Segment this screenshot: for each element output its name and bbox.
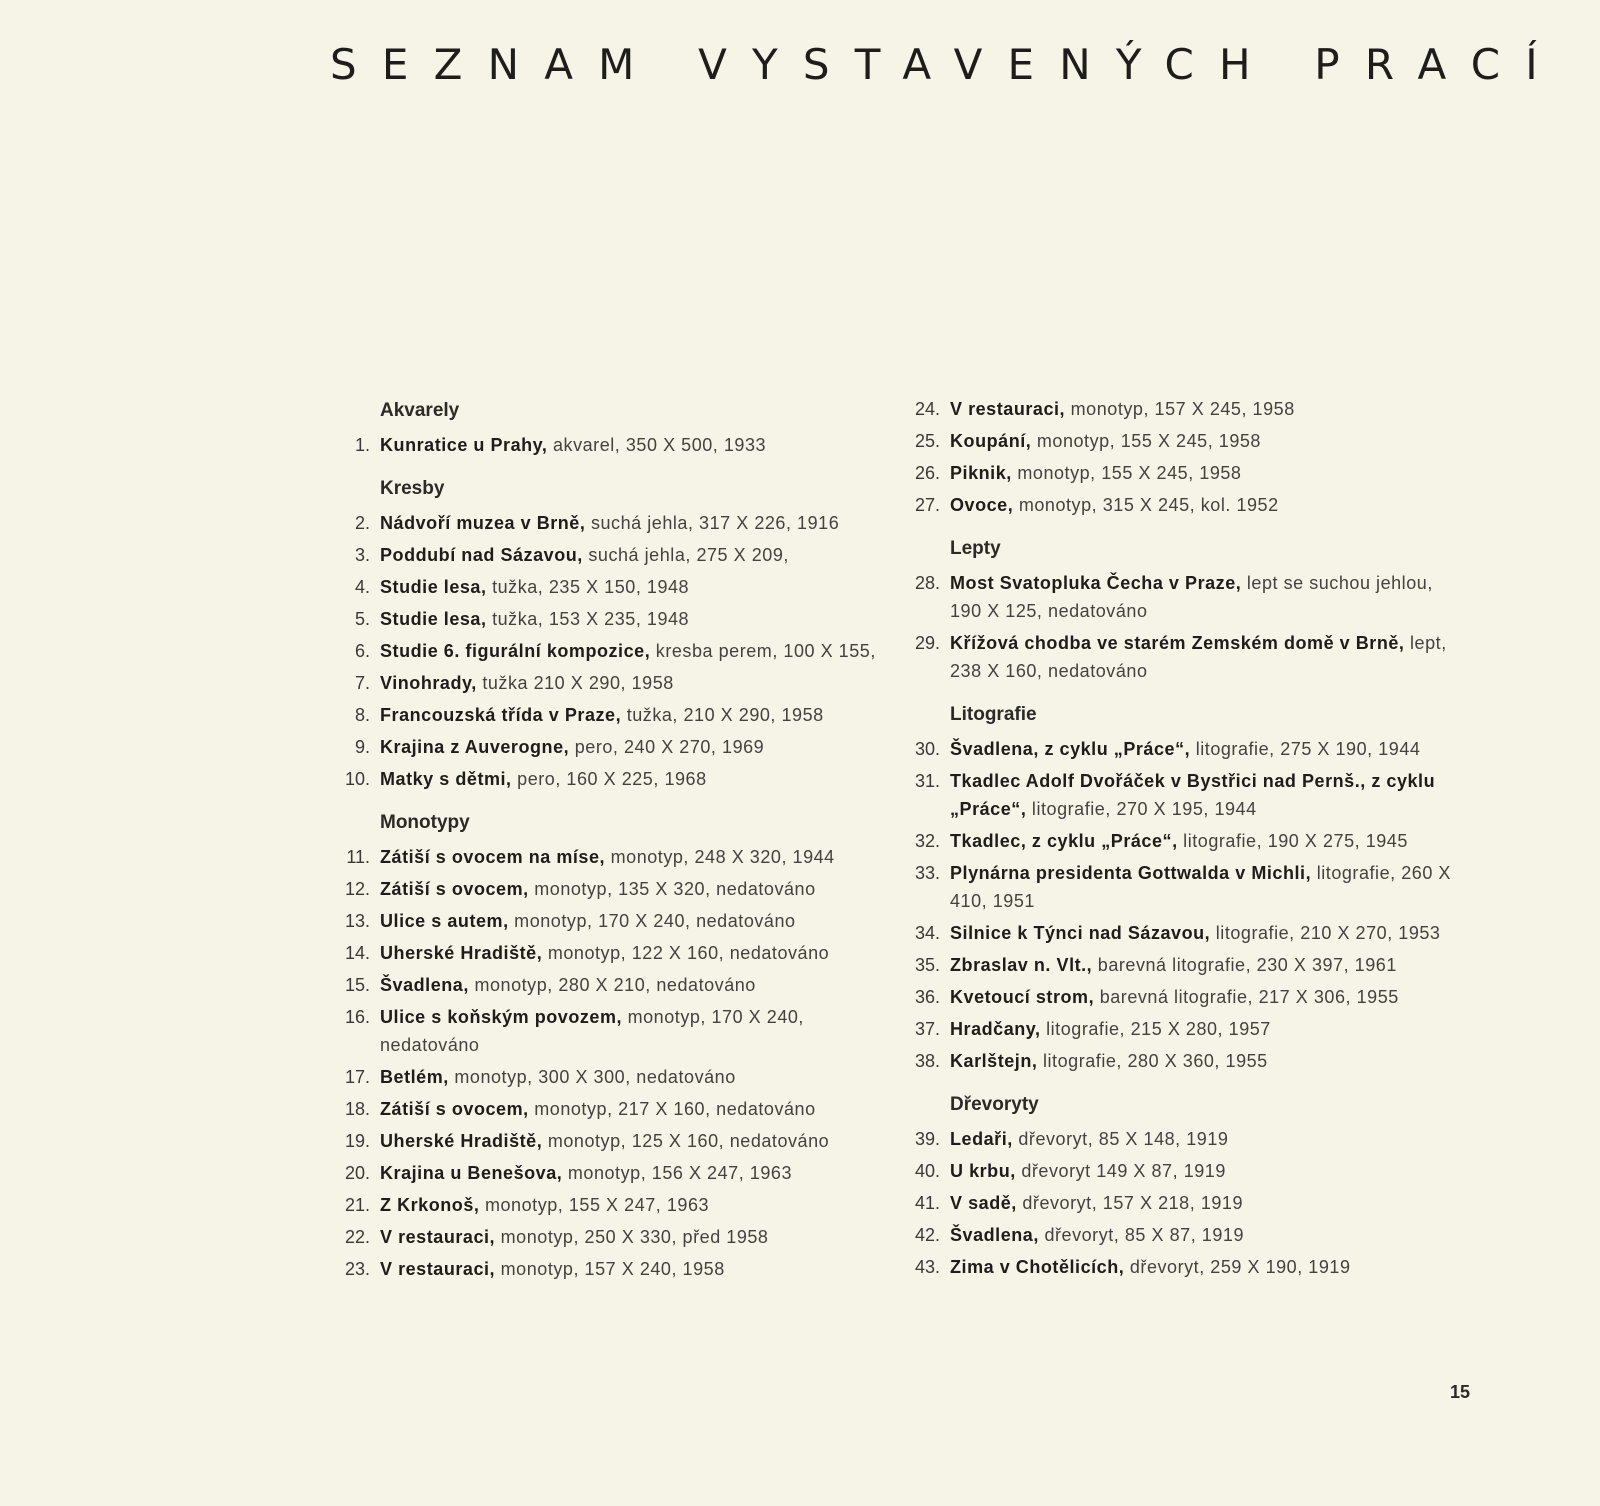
entry-details: litografie, 280 X 360, 1955 [1042,1051,1268,1071]
entry-number: 41. [914,1193,940,1213]
entry-text [380,1255,890,1283]
entry-number: 28. [914,573,940,593]
entry-details: lept, 238 X 160, nedatováno [950,633,1447,681]
entry-title: Vinohrady, [380,673,477,693]
entry-title: Silnice k Týnci nad Sázavou, [950,923,1211,943]
entry-details: litografie, 190 X 275, 1945 [1183,831,1408,851]
entry-number: 8. [354,705,370,725]
entry-number: 7. [354,673,370,693]
entry-text [380,1095,890,1123]
entry-details: pero, 160 X 225, 1968 [517,769,707,789]
entry-number: 19. [344,1131,370,1151]
page-number: 15 [1449,1382,1470,1402]
entry-text [380,1159,890,1187]
entry-title: Tkadlec Adolf Dvořáček v Bystřici nad Pernš., z cyklu „Práce“, [950,771,1436,819]
entry-text [380,733,890,761]
catalog-entry [330,1255,890,1283]
entry-details: tužka, 235 X 150, 1948 [492,577,690,597]
entry-details: monotyp, 250 X 330, před 1958 [500,1227,769,1247]
entry-number: 35. [914,955,940,975]
entry-title: Studie lesa, [380,577,487,597]
entry-number: 37. [914,1019,940,1039]
entry-title: Piknik, [950,463,1012,483]
catalog-entry [330,701,890,729]
entry-number: 15. [344,975,370,995]
catalog-entry [330,1095,890,1123]
entry-title: Zátiší s ovocem, [380,879,529,899]
entry-title: Zátiší s ovocem, [380,1099,529,1119]
entry-number: 31. [914,771,940,791]
section-heading: Dřevoryty [950,1094,1039,1115]
entry-number: 36. [914,987,940,1007]
section-heading: Lepty [950,538,1001,559]
entry-details: monotyp, 155 X 247, 1963 [484,1195,710,1215]
page-title: SEZNAM VYSTAVENÝCH PRACÍ [330,40,1563,89]
entry-details: suchá jehla, 275 X 209, [588,545,789,565]
entry-text [950,951,1460,979]
entry-number: 13. [344,911,370,931]
entry-number: 2. [354,513,370,533]
catalog-entry [330,1063,890,1091]
catalog-entry [330,669,890,697]
entry-text [380,939,890,967]
entry-number: 12. [344,879,370,899]
entry-text [950,427,1460,455]
entry-number: 18. [344,1099,370,1119]
entry-details: litografie, 275 X 190, 1944 [1195,739,1421,759]
entry-number: 27. [914,495,940,515]
entry-details: litografie, 270 X 195, 1944 [1031,799,1257,819]
entry-details: monotyp, 157 X 240, 1958 [500,1259,725,1279]
section-heading: Akvarely [380,400,460,421]
entry-number: 1. [354,435,370,455]
catalog-entry [900,459,1460,487]
entry-number: 11. [346,847,370,867]
entry-number: 26. [914,463,940,483]
entry-details: monotyp, 280 X 210, nedatováno [474,975,756,995]
entry-details: monotyp, 155 X 245, 1958 [1017,463,1242,483]
entry-text [950,1221,1460,1249]
entry-details: monotyp, 300 X 300, nedatováno [454,1067,736,1087]
entry-title: Ledaři, [950,1129,1013,1149]
catalog-entry [900,1015,1460,1043]
entry-text [950,735,1460,763]
catalog-entry [330,1159,890,1187]
entry-text [380,431,890,459]
entry-title: Francouzská třída v Praze, [380,705,622,725]
entry-details: monotyp, 170 X 240, nedatováno [514,911,796,931]
catalog-entry [900,1157,1460,1185]
entry-title: Uherské Hradiště, [380,1131,543,1151]
catalog-entry [900,1189,1460,1217]
entry-text [380,1003,890,1059]
entry-title: Hradčany, [950,1019,1041,1039]
entry-text [950,827,1460,855]
entry-text [950,1253,1460,1281]
entry-title: Krajina z Auverogne, [380,737,570,757]
entry-title: V restauraci, [380,1259,496,1279]
catalog-entry [330,765,890,793]
entry-number: 30. [914,739,940,759]
entry-title: Studie 6. figurální kompozice, [380,641,651,661]
section-heading: Monotypy [380,812,470,833]
catalog-entry [330,1003,890,1059]
catalog-entry [330,1127,890,1155]
entry-text [950,1015,1460,1043]
entry-title: V restauraci, [380,1227,496,1247]
catalog-entry [900,629,1460,685]
entry-details: barevná litografie, 217 X 306, 1955 [1099,987,1399,1007]
catalog-entry [900,859,1460,915]
entry-details: monotyp, 170 X 240, nedatováno [380,1007,804,1055]
entry-text [380,701,890,729]
catalog-entry [330,907,890,935]
entry-number: 21. [344,1195,370,1215]
catalog-entry [900,919,1460,947]
entry-text [380,875,890,903]
catalog-entry [900,491,1460,519]
entry-text [950,919,1460,947]
entry-number: 38. [914,1051,940,1071]
entry-number: 16. [344,1007,370,1027]
entry-details: tužka, 153 X 235, 1948 [492,609,690,629]
catalog-entry [330,509,890,537]
catalog-entry [330,843,890,871]
section-heading: Litografie [950,704,1037,725]
entry-title: Krajina u Benešova, [380,1163,563,1183]
entry-details: monotyp, 155 X 245, 1958 [1036,431,1261,451]
entry-details: litografie, 260 X 410, 1951 [950,863,1451,911]
entry-text [380,765,890,793]
entry-number: 23. [344,1259,370,1279]
entry-number: 20. [344,1163,370,1183]
entry-text [380,637,890,665]
entry-title: V restauraci, [950,399,1066,419]
catalog-entry [330,939,890,967]
entry-number: 22. [344,1227,370,1247]
entry-details: monotyp, 248 X 320, 1944 [610,847,835,867]
entry-text [950,1047,1460,1075]
entry-text [380,509,890,537]
catalog-entry [330,605,890,633]
entry-text [950,569,1460,625]
catalog-entry [900,983,1460,1011]
entry-text [950,459,1460,487]
catalog-entry [900,395,1460,423]
entry-title: Ovoce, [950,495,1014,515]
entry-number: 43. [914,1257,940,1277]
entry-details: dřevoryt, 85 X 148, 1919 [1018,1129,1229,1149]
entry-title: Švadlena, z cyklu „Práce“, [950,739,1191,759]
entry-text [380,1063,890,1091]
catalog-entry [330,637,890,665]
entry-number: 5. [354,609,370,629]
entry-title: V sadě, [950,1193,1017,1213]
entry-title: Ulice s koňským povozem, [380,1007,623,1027]
entry-details: litografie, 210 X 270, 1953 [1215,923,1441,943]
entry-text [950,859,1460,915]
entry-title: Zátiší s ovocem na míse, [380,847,606,867]
entry-details: akvarel, 350 X 500, 1933 [552,435,767,455]
entry-text [380,605,890,633]
entry-title: Švadlena, [380,975,469,995]
entry-text [380,1223,890,1251]
catalog-entry [900,1253,1460,1281]
entry-number: 25. [914,431,940,451]
catalog-entry [330,431,890,459]
entry-title: Z Krkonoš, [380,1195,480,1215]
entry-title: Kvetoucí strom, [950,987,1095,1007]
catalog-entry [330,733,890,761]
entry-number: 34. [914,923,940,943]
entry-title: Křížová chodba ve starém Zemském domě v Brně, [950,633,1405,653]
entry-title: Švadlena, [950,1225,1039,1245]
entry-text [380,541,890,569]
entry-details: tužka 210 X 290, 1958 [482,673,674,693]
entry-title: Plynárna presidenta Gottwalda v Michli, [950,863,1312,883]
entry-details: dřevoryt, 259 X 190, 1919 [1129,1257,1351,1277]
entry-title: Zbraslav n. Vlt., [950,955,1093,975]
entry-details: monotyp, 157 X 245, 1958 [1070,399,1295,419]
entry-number: 14. [344,943,370,963]
entry-details: dřevoryt, 157 X 218, 1919 [1022,1193,1244,1213]
catalog-entry [330,971,890,999]
entry-title: Kunratice u Prahy, [380,435,548,455]
catalog-entry [900,1125,1460,1153]
entry-details: monotyp, 156 X 247, 1963 [567,1163,792,1183]
catalog-entry [330,875,890,903]
entry-text [950,1157,1460,1185]
entry-number: 40. [914,1161,940,1181]
entry-text [380,1127,890,1155]
catalog-entry [900,735,1460,763]
catalog-entry [330,1223,890,1251]
entry-title: Uherské Hradiště, [380,943,543,963]
entry-title: Zima v Chotělicích, [950,1257,1125,1277]
entry-details: litografie, 215 X 280, 1957 [1046,1019,1271,1039]
entry-number: 39. [914,1129,940,1149]
entry-text [380,573,890,601]
entry-title: Most Svatopluka Čecha v Praze, [950,573,1242,593]
entry-details: dřevoryt 149 X 87, 1919 [1021,1161,1226,1181]
entry-text [380,971,890,999]
entry-number: 32. [914,831,940,851]
entry-title: U krbu, [950,1161,1016,1181]
entry-details: monotyp, 122 X 160, nedatováno [547,943,830,963]
entry-title: Ulice s autem, [380,911,509,931]
entry-details: barevná litografie, 230 X 397, 1961 [1097,955,1397,975]
entry-details: suchá jehla, 317 X 226, 1916 [590,513,840,533]
entry-details: monotyp, 217 X 160, nedatováno [534,1099,816,1119]
entry-title: Nádvoří muzea v Brně, [380,513,586,533]
entry-number: 24. [914,399,940,419]
entry-details: pero, 240 X 270, 1969 [574,737,765,757]
entry-title: Karlštejn, [950,1051,1038,1071]
entry-number: 33. [914,863,940,883]
right-column [900,395,1460,1285]
entry-text [950,767,1460,823]
entry-text [950,1189,1460,1217]
entry-title: Koupání, [950,431,1032,451]
section-heading: Kresby [380,478,445,499]
entry-details: tužka, 210 X 290, 1958 [626,705,824,725]
entry-number: 9. [354,737,370,757]
entry-text [950,983,1460,1011]
entry-details: dřevoryt, 85 X 87, 1919 [1044,1225,1244,1245]
catalog-entry [330,1191,890,1219]
entry-title: Studie lesa, [380,609,487,629]
entry-details: lept se suchou jehlou, 190 X 125, nedatováno [950,573,1433,621]
catalog-entry [330,541,890,569]
entry-text [950,1125,1460,1153]
entry-text [380,1191,890,1219]
entry-details: monotyp, 125 X 160, nedatováno [547,1131,830,1151]
entry-text [950,629,1460,685]
entry-number: 17. [344,1067,370,1087]
entry-number: 3. [354,545,370,565]
catalog-entry [900,569,1460,625]
entry-title: Tkadlec, z cyklu „Práce“, [950,831,1178,851]
entry-title: Poddubí nad Sázavou, [380,545,583,565]
catalog-entry [330,573,890,601]
catalog-entry [900,427,1460,455]
entry-title: Betlém, [380,1067,449,1087]
entry-number: 6. [354,641,370,661]
catalog-entry [900,951,1460,979]
catalog-entry [900,767,1460,823]
left-column [330,395,890,1287]
entry-details: monotyp, 135 X 320, nedatováno [534,879,816,899]
entry-number: 10. [344,769,370,789]
catalog-entry [900,1047,1460,1075]
entry-number: 4. [354,577,370,597]
catalog-entry [900,827,1460,855]
entry-number: 42. [914,1225,940,1245]
entry-details: monotyp, 315 X 245, kol. 1952 [1018,495,1279,515]
entry-title: Matky s dětmi, [380,769,512,789]
entry-text [380,843,890,871]
entry-text [950,395,1460,423]
entry-details: kresba perem, 100 X 155, [655,641,876,661]
entry-text [380,669,890,697]
entry-text [380,907,890,935]
catalog-entry [900,1221,1460,1249]
entry-number: 29. [914,633,940,653]
entry-text [950,491,1460,519]
